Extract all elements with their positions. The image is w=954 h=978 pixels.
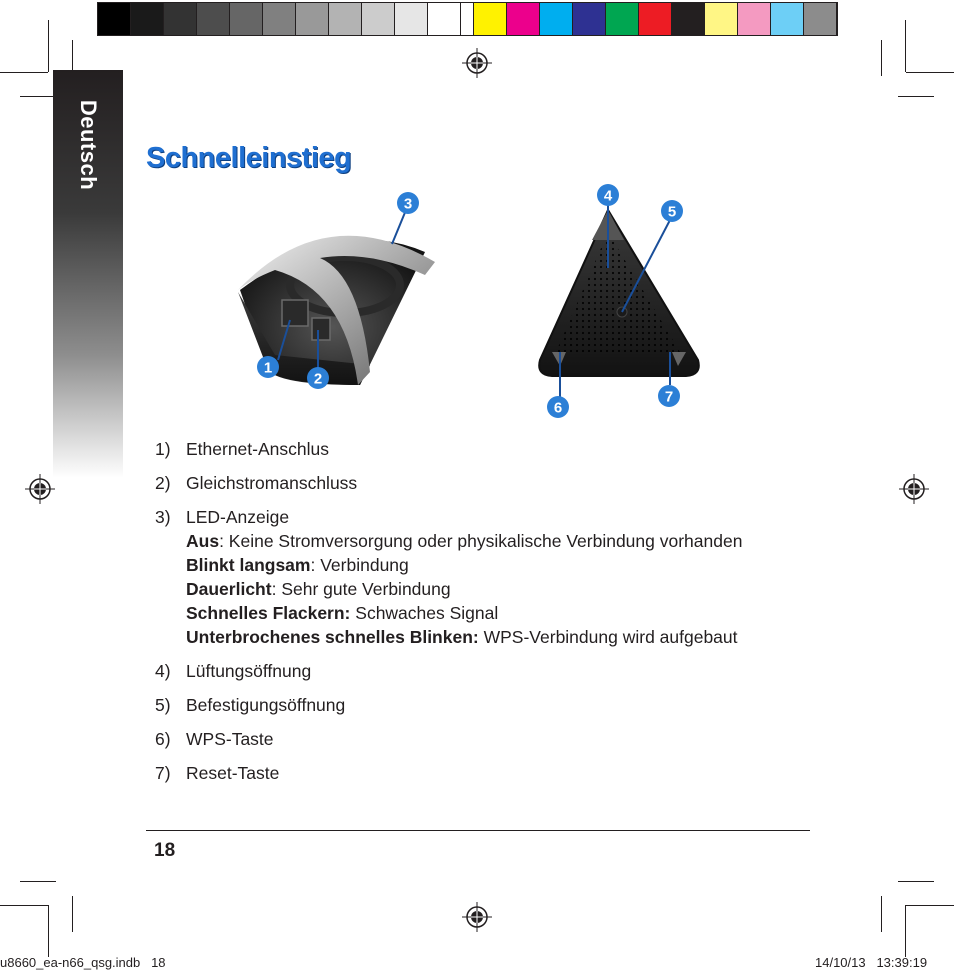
led-state-row: Schnelles Flackern: Schwaches Signal [186, 603, 499, 623]
color-swatch [507, 3, 540, 35]
language-tab-label: Deutsch [76, 99, 102, 191]
color-swatch [804, 3, 837, 35]
color-swatch [296, 3, 329, 35]
color-swatch [329, 3, 362, 35]
color-swatch [98, 3, 131, 35]
router-hardware-figure [220, 180, 740, 420]
list-item: 1) Ethernet-Anschlus [155, 439, 329, 459]
language-side-tab [53, 70, 123, 478]
dc-power-port [312, 318, 330, 340]
color-swatch [705, 3, 738, 35]
led-state-row: Aus: Keine Stromversorgung oder physikalische Verbindung vorhanden [186, 531, 743, 551]
color-swatch [230, 3, 263, 35]
callout-badge-4 [597, 184, 619, 206]
color-calibration-bar [97, 2, 838, 36]
color-swatch [606, 3, 639, 35]
callout-badge-5 [661, 200, 683, 222]
registration-mark-left [25, 474, 55, 504]
page-title: Schnelleinstieg [146, 142, 352, 174]
color-swatch [540, 3, 573, 35]
led-state-row: Unterbrochenes schnelles Blinken: WPS-Verbindung wird aufgebaut [186, 627, 738, 647]
color-swatch [771, 3, 804, 35]
color-swatch [131, 3, 164, 35]
callout-badge-7 [658, 385, 680, 407]
color-swatch [738, 3, 771, 35]
footer-rule [146, 830, 810, 831]
color-swatch [573, 3, 606, 35]
list-item: 7) Reset-Taste [155, 763, 280, 783]
callout-badge-2 [307, 367, 329, 389]
registration-mark-bottom [462, 902, 492, 932]
color-swatch [639, 3, 672, 35]
router-top-view [539, 202, 699, 400]
color-swatch [428, 3, 461, 35]
list-item: 2) Gleichstromanschluss [155, 473, 358, 493]
svg-text:1: 1 [263, 359, 273, 377]
list-item: 3) LED-Anzeige Aus: Keine Stromversorgung oder physikalische Verbindung vorhanden Blinkt langsam: Verbindung Dauerlicht: Sehr gute Verbindung Schnelles Flackern: Schwaches Signal Unterbrochenes schnelles Blinken: WPS-Verbindung wird aufgebaut [155, 505, 835, 649]
color-swatch [164, 3, 197, 35]
print-slug-datetime: 14/10/13 13:39:19 [815, 955, 928, 970]
list-item: 6) WPS-Taste [155, 729, 274, 749]
svg-text:7: 7 [664, 388, 674, 406]
callout-badge-6 [547, 396, 569, 418]
print-slug-filename: u8660_ea-n66_qsg.indb 18 [0, 955, 166, 970]
color-swatch [395, 3, 428, 35]
color-swatch [474, 3, 507, 35]
callout-badge-3 [397, 192, 419, 214]
list-item: 5) Befestigungsöffnung [155, 695, 346, 715]
svg-text:2: 2 [313, 370, 323, 388]
registration-mark-top [462, 48, 492, 78]
registration-mark-right [899, 474, 929, 504]
component-list [155, 437, 835, 795]
color-swatch [263, 3, 296, 35]
color-swatch [197, 3, 230, 35]
callout-3-leader [392, 210, 406, 244]
led-state-row: Blinkt langsam: Verbindung [186, 555, 409, 575]
page-number: 18 [154, 840, 176, 861]
svg-text:3: 3 [403, 195, 413, 213]
color-bar-gap [461, 3, 474, 35]
color-swatch [362, 3, 395, 35]
svg-text:4: 4 [603, 187, 613, 205]
color-swatch [672, 3, 705, 35]
led-state-row: Dauerlicht: Sehr gute Verbindung [186, 579, 451, 599]
svg-text:5: 5 [667, 203, 677, 221]
callout-badge-1 [257, 356, 279, 378]
svg-text:6: 6 [553, 399, 563, 417]
ethernet-port [282, 300, 308, 326]
list-item: 4) Lüftungsöffnung [155, 661, 312, 681]
